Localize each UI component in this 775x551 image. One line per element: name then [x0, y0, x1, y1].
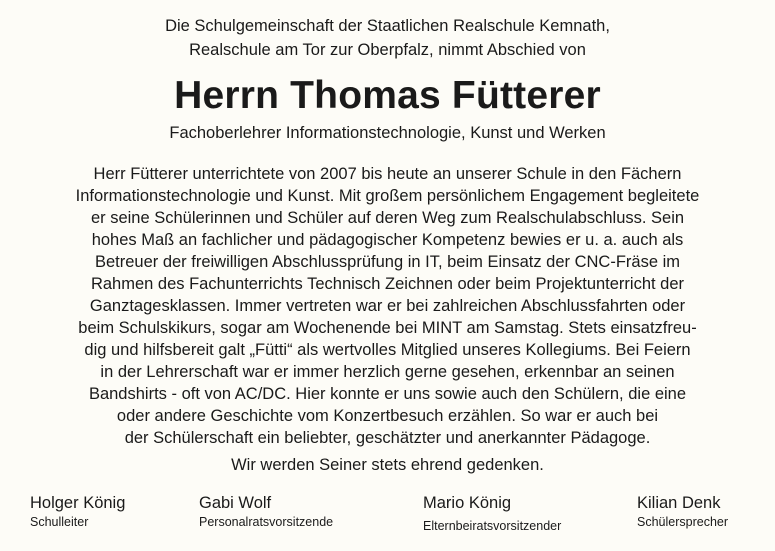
tribute-line: er seine Schülerinnen und Schüler auf deren Weg zum Realschulabschluss. Sein — [90, 209, 685, 227]
signatory-name: Holger König — [30, 494, 126, 512]
tribute-line: in der Lehrerschaft war er immer herzlich gerne gesehen, erkennbar an seinen — [100, 363, 675, 381]
deceased-position: Fachoberlehrer Informationstechnologie, Kunst und Werken — [169, 124, 606, 142]
signatory-role: Elternbeiratsvorsitzender — [423, 519, 562, 533]
tribute-line: der Schülerschaft ein beliebter, geschätzter und anerkannter Pädagoge. — [124, 429, 651, 447]
tribute-line: Herr Fütterer unterrichtete von 2007 bis heute an unserer Schule in den Fächern — [93, 165, 682, 183]
tribute-line: Betreuer der freiwilligen Abschlussprüfung in IT, beim Einsatz der CNC-Fräse im — [94, 253, 681, 271]
signatory-school-head — [30, 492, 125, 530]
intro-line-2: Realschule am Tor zur Oberpfalz, nimmt Abschied von — [189, 41, 586, 59]
signatory-role: Schulleiter — [30, 515, 89, 529]
tribute-line: Rahmen des Fachunterrichts Technisch Zeichnen oder beim Projektunterricht der — [90, 275, 685, 293]
signatory-parents-council — [423, 492, 561, 534]
closing-line: Wir werden Seiner stets ehrend gedenken. — [231, 456, 544, 474]
tribute-line: Ganztagesklassen. Immer vertreten war er bei zahlreichen Abschlussfahrten oder — [89, 297, 686, 315]
tribute-line: Bandshirts - oft von AC/DC. Hier konnte er uns sowie auch den Schülern, die eine — [88, 385, 687, 403]
signatory-student-rep — [637, 492, 728, 530]
signatory-name: Mario König — [423, 494, 512, 512]
deceased-name: Herrn Thomas Fütterer — [174, 74, 601, 117]
tribute-text — [0, 163, 775, 449]
tribute-line: oder andere Geschichte vom Konzertbesuch erzählen. So war er auch bei — [116, 407, 659, 425]
signatory-role: Schülersprecher — [637, 515, 729, 529]
signatory-role: Personalratsvorsitzende — [199, 515, 334, 529]
tribute-line: dig und hilfsbereit galt „Fütti“ als wertvolles Mitglied unseres Kollegiums. Bei Feiern — [84, 341, 691, 359]
tribute-line: hohes Maß an fachlicher und pädagogischer Kompetenz bewies er u. a. auch als — [91, 231, 684, 249]
signatory-name: Gabi Wolf — [199, 494, 272, 512]
intro-line-1: Die Schulgemeinschaft der Staatlichen Realschule Kemnath, — [165, 17, 610, 35]
signatory-staff-council — [199, 492, 333, 530]
signatory-name: Kilian Denk — [637, 494, 721, 512]
tribute-line: beim Schulskikurs, sogar am Wochenende bei MINT am Samstag. Stets einsatzfreu- — [78, 319, 697, 337]
tribute-line: Informationstechnologie und Kunst. Mit großem persönlichem Engagement begleitete — [75, 187, 700, 205]
